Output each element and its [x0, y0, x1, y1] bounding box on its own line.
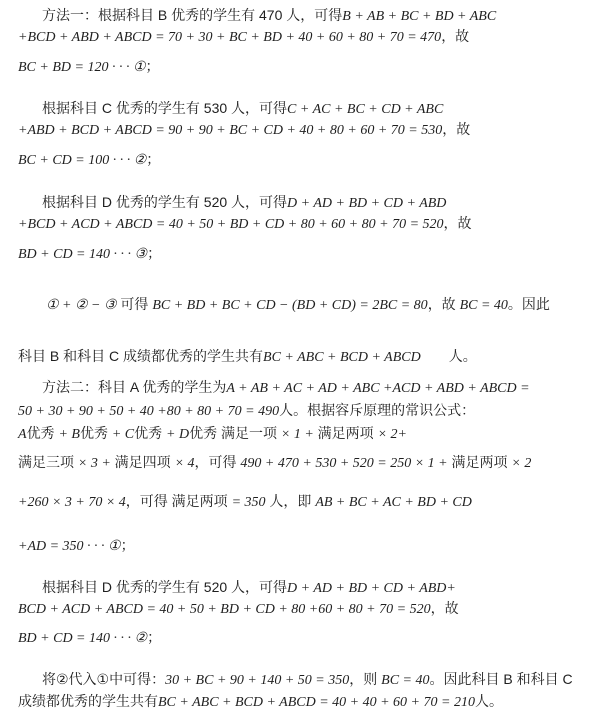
text-segment: 人。根据容斥原理的常识公式：: [279, 402, 476, 418]
math-expression: 30 + BC + 90 + 140 + 50 = 350: [165, 673, 350, 688]
math-expression: BD + CD = 140 · · · ②: [18, 631, 148, 646]
math-expression: BCD + ACD + ABCD = 40 + 50 + BD + CD + 80 +60 + 80 + 70 = 520: [18, 602, 431, 617]
text-line: [42, 578, 456, 598]
text-line: [42, 670, 573, 690]
text-segment: ；: [147, 629, 162, 645]
text-line: [18, 424, 407, 444]
math-expression: +AD = 350 · · · ①: [18, 539, 121, 554]
math-expression: = 350: [231, 495, 266, 510]
text-line: [18, 150, 160, 170]
text-line: [46, 295, 550, 315]
text-line: [42, 6, 496, 26]
text-segment: 根据科目 D 优秀的学生有 520 人，可得: [42, 194, 288, 210]
text-segment: 根据科目 C 优秀的学生有 530 人，可得: [42, 100, 288, 116]
math-expression: + D: [166, 427, 190, 442]
text-segment: 满足四项: [110, 454, 175, 470]
math-expression: BC + ABC + BCD + ABCD: [263, 350, 421, 365]
math-expression: +BCD + ACD + ABCD = 40 + 50 + BD + CD + 80 + 60 + 80 + 70 = 520: [18, 217, 444, 232]
text-line: [42, 193, 446, 213]
text-line: [18, 244, 161, 264]
text-segment: 满足两项: [447, 454, 512, 470]
text-line: [18, 628, 161, 648]
text-line: [18, 214, 472, 234]
text-segment: 满足两项: [313, 425, 378, 441]
text-line: [18, 536, 135, 556]
math-expression: A: [18, 427, 27, 442]
math-expression: × 2+: [377, 427, 407, 442]
text-line: [18, 347, 477, 367]
text-segment: 优秀 满足一项: [189, 425, 281, 441]
text-segment: ，故: [430, 600, 459, 616]
math-expression: 50 + 30 + 90 + 50 + 40 +80 + 80 + 70 = 490: [18, 404, 280, 419]
text-line: [18, 453, 531, 473]
math-expression: D + AD + BD + CD + ABD+: [287, 581, 456, 596]
text-segment: ，则: [349, 671, 382, 687]
text-segment: 。因此: [507, 296, 550, 312]
text-line: [18, 120, 470, 140]
math-expression: D + AD + BD + CD + ABD: [287, 196, 447, 211]
math-expression: BC = 40: [381, 673, 430, 688]
text-segment: ，可得: [194, 454, 241, 470]
text-segment: 人，即: [265, 493, 316, 509]
text-line: [18, 27, 469, 47]
text-segment: 方法一：根据科目 B 优秀的学生有 470 人，可得: [42, 7, 343, 23]
text-segment: 优秀: [79, 425, 112, 441]
text-segment: 成绩都优秀的学生共有: [18, 693, 158, 709]
text-segment: 优秀: [134, 425, 167, 441]
text-segment: ；: [120, 537, 135, 553]
text-line: [18, 692, 503, 712]
text-segment: 可得: [116, 296, 153, 312]
math-expression: BC + BD + BC + CD − (BD + CD) = 2BC = 80: [152, 298, 428, 313]
math-expression: × 3 +: [77, 456, 111, 471]
text-segment: ，故: [441, 28, 470, 44]
math-expression: BC + BD = 120 · · · ①: [18, 60, 146, 75]
text-segment: ，故: [442, 121, 471, 137]
text-segment: 科目 B 和科目 C 成绩都优秀的学生共有: [18, 348, 264, 364]
text-segment: ；: [147, 245, 162, 261]
text-segment: 优秀: [26, 425, 59, 441]
math-expression: +260 × 3 + 70 × 4: [18, 495, 126, 510]
text-segment: 方法二：科目 A 优秀的学生为: [42, 379, 227, 395]
text-line: [18, 57, 160, 77]
math-expression: 490 + 470 + 530 + 520 = 250 × 1 +: [240, 456, 448, 471]
math-expression: + B: [58, 427, 80, 442]
math-expression: +ABD + BCD + ABCD = 90 + 90 + BC + CD + 40 + 80 + 60 + 70 = 530: [18, 123, 443, 138]
text-line: [18, 599, 459, 619]
math-expression: B + AB + BC + BD + ABC: [342, 9, 497, 24]
text-segment: ，故: [443, 215, 472, 231]
math-expression: × 1 +: [280, 427, 314, 442]
text-line: [18, 401, 475, 421]
text-segment: 。因此科目 B 和科目 C: [429, 671, 573, 687]
text-segment: 根据科目 D 优秀的学生有 520 人，可得: [42, 579, 288, 595]
math-expression: × 4: [174, 456, 195, 471]
text-line: [42, 99, 443, 119]
text-segment: 将②代入①中可得：: [42, 671, 166, 687]
text-line: [42, 378, 530, 398]
math-expression: AB + BC + AC + BD + CD: [315, 495, 472, 510]
math-expression: +BCD + ABD + ABCD = 70 + 30 + BC + BD + 40 + 60 + 80 + 70 = 470: [18, 30, 442, 45]
text-line: [18, 492, 472, 512]
math-expression: C + AC + BC + CD + ABC: [287, 102, 444, 117]
math-expression: A + AB + AC + AD + ABC +ACD + ABD + ABCD =: [226, 381, 530, 396]
math-expression: ① + ② − ③: [46, 298, 117, 313]
text-segment: ，可得 满足两项: [125, 493, 232, 509]
math-expression: BD + CD = 140 · · · ③: [18, 247, 148, 262]
text-segment: ；: [145, 58, 160, 74]
text-segment: ，故: [427, 296, 460, 312]
math-expression: × 2: [511, 456, 532, 471]
math-expression: BC + ABC + BCD + ABCD = 40 + 40 + 60 + 70 = 210: [158, 695, 475, 710]
text-segment: ；: [146, 151, 161, 167]
math-expression: BC = 40: [459, 298, 508, 313]
math-expression: + C: [111, 427, 135, 442]
math-expression: BC + CD = 100 · · · ②: [18, 153, 147, 168]
text-segment: 人。: [474, 693, 503, 709]
text-segment: 满足三项: [18, 454, 78, 470]
text-segment: 人。: [420, 348, 477, 364]
